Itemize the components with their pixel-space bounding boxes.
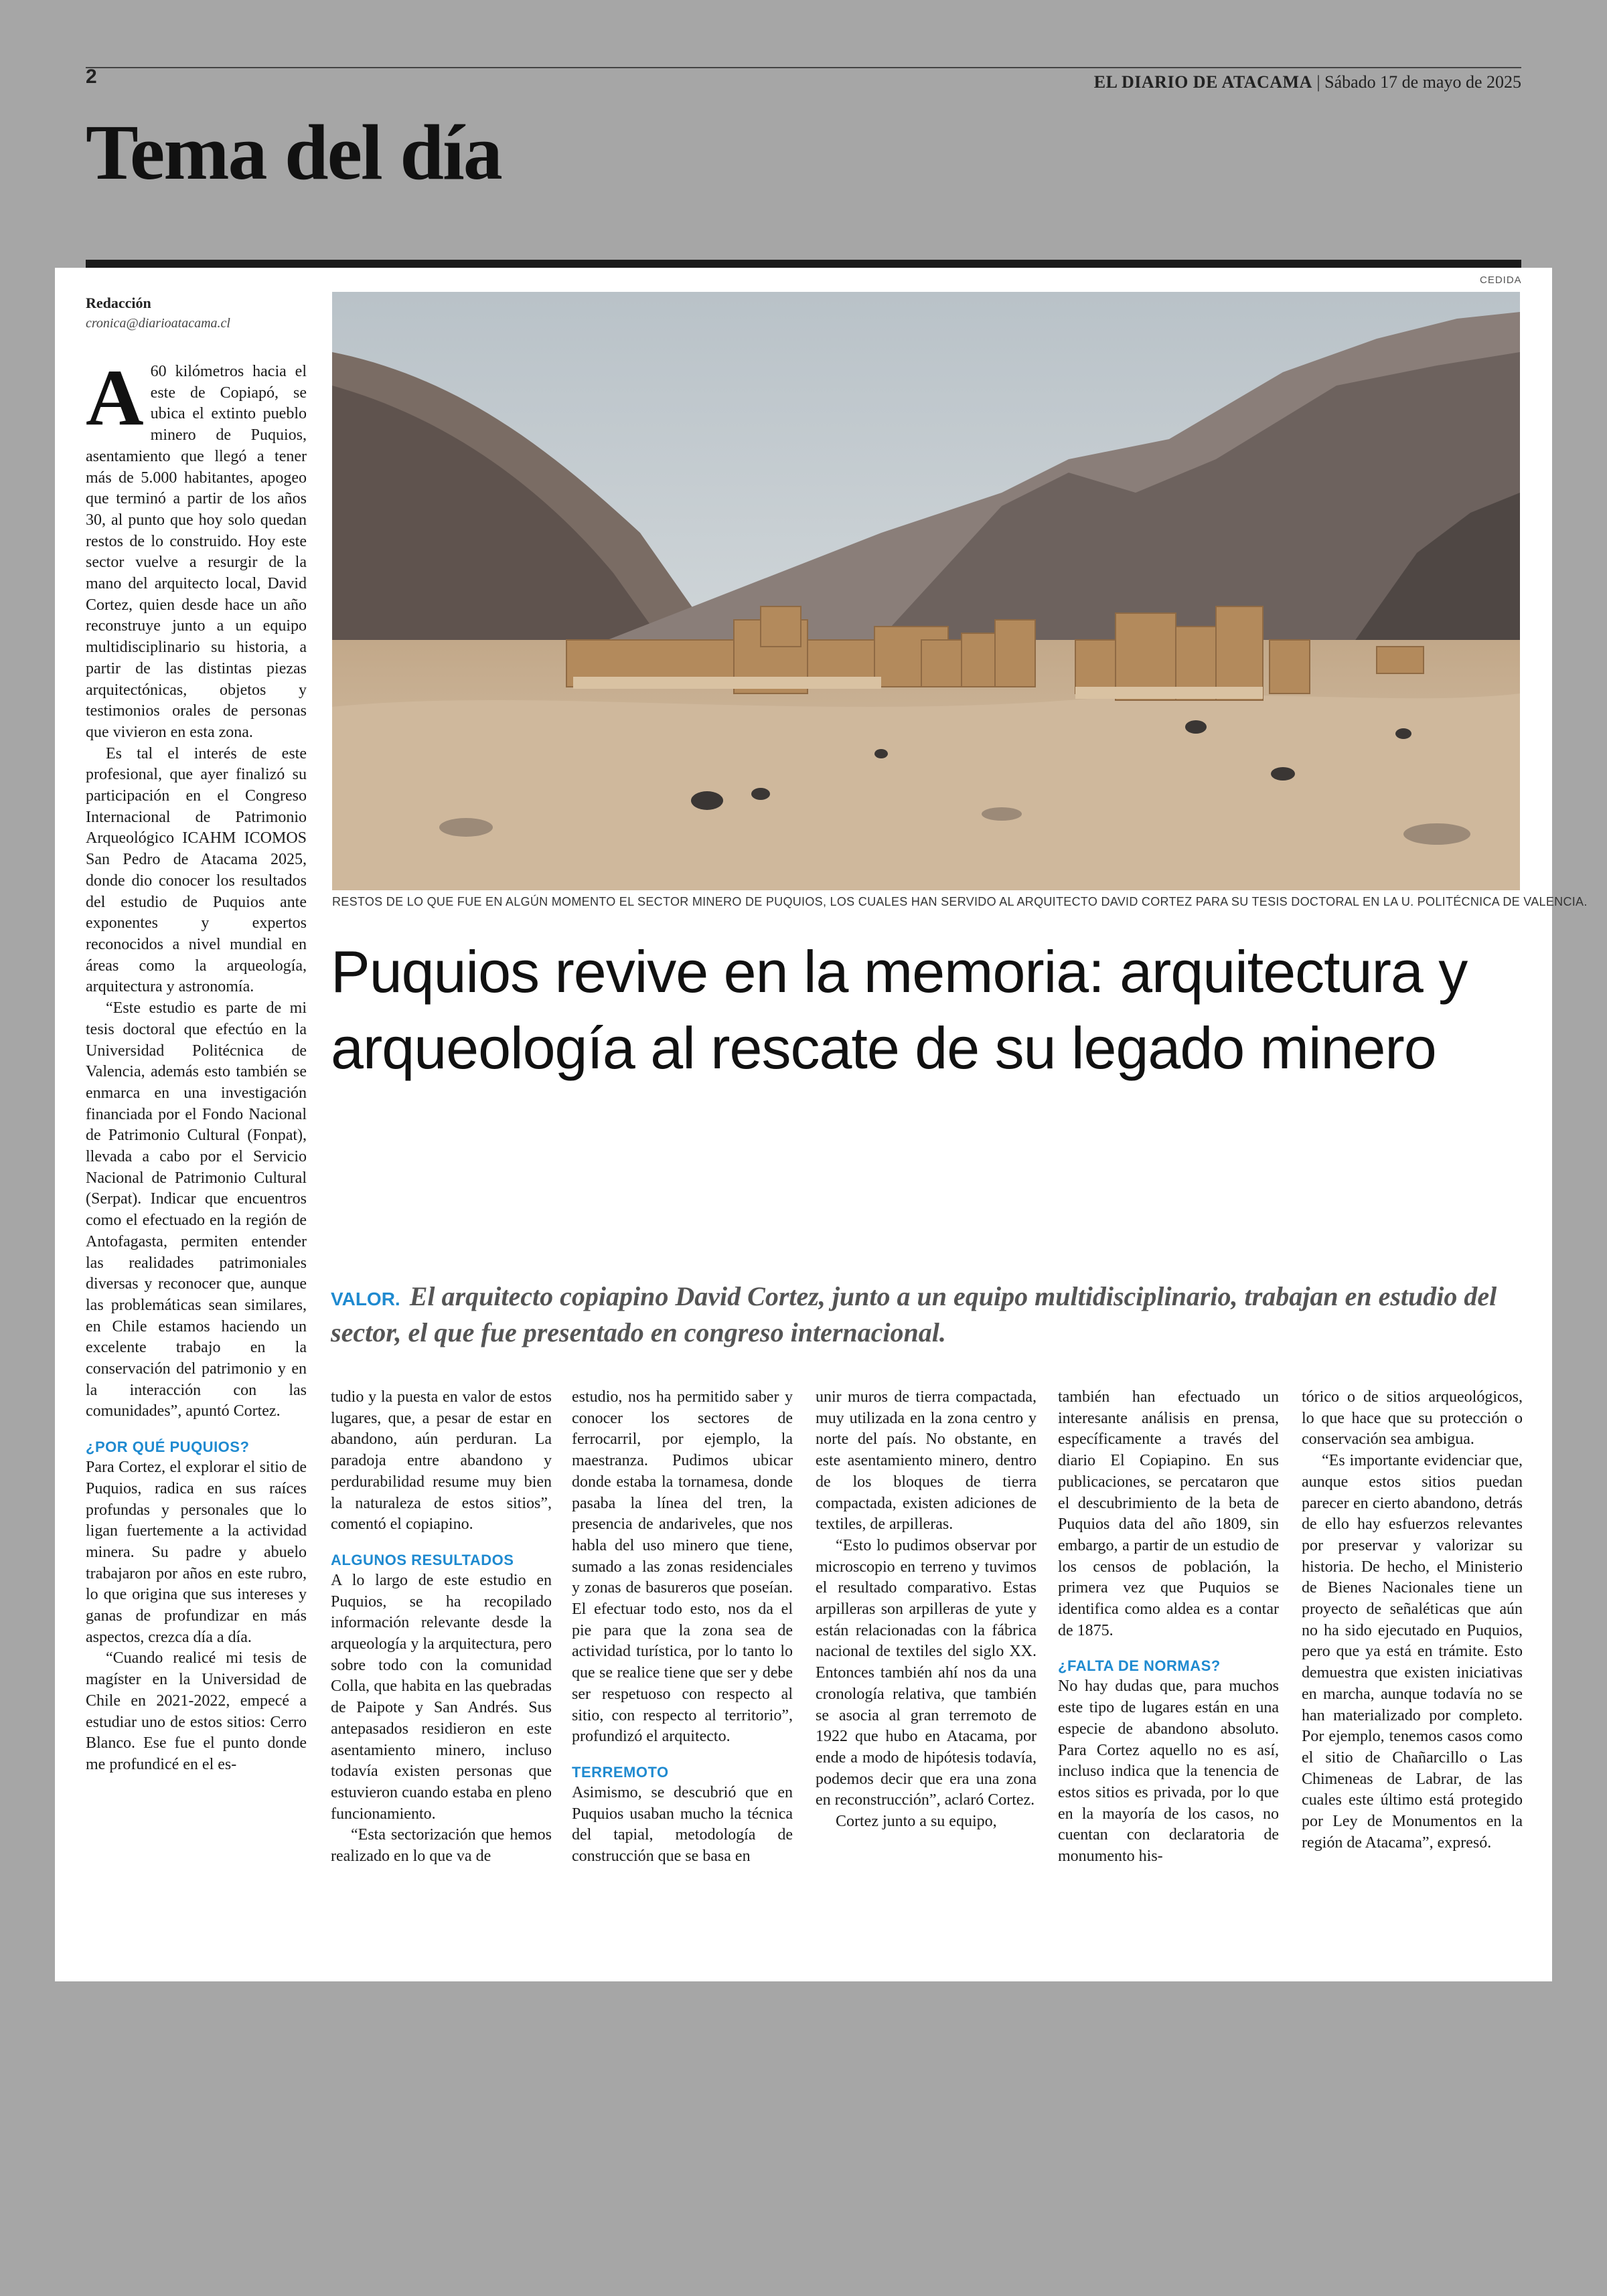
paragraph: “Es importante evidenciar que, aunque estos sitios puedan parecer en cierto abandono, detrás de ello hay esfuerzos relevantes por preservar y valorizar su historia. De hecho, el Ministerio de Bienes Nacionales tiene un proyecto de señaléticas que aún no ha sido ejecutado en Puquios, pero que ya está en trámite. Esto demuestra que existen iniciativas en marcha, aunque todavía no se han materializado por completo. Por ejemplo, tenemos casos como el sitio de Chañarcillo o Las Chimeneas de Labrar, de las cuales este último está protegido por Ley de Monumentos en la región de Atacama”, expresó. [1302,1452,1523,1852]
paragraph: tórico o de sitios arqueológicos, lo que hace que su protección o conservación sea ambigua. [1302,1388,1523,1449]
section-rule [86,260,1521,268]
paragraph: “Esto lo pudimos observar por microscopio en terreno y tuvimos el resultado comparativo. Estas arpilleras son arpilleras de yute y están relacionadas con la fábrica nacional de textiles del siglo XX. Entonces también ahí nos da una cronología relativa, que también se asocia al gran terremoto de 1922 que hubo en Atacama, por ende a modo de hipótesis todavía, podemos decir que era una zona en reconstrucción”, aclaró Cortez. [816,1536,1037,1809]
paragraph: Es tal el interés de este profesional, que ayer finalizó su participación en el Congreso Internacional de Patrimonio Arqueológico ICAHM ICOMOS San Pedro de Atacama 2025, donde dio conocer los resultados del estudio de Puquios ante exponentes y expertos reconocidos a nivel mundial en áreas como la arqueología, arquitectura y astronomía. [86,744,307,996]
drop-cap: A [86,353,144,442]
paragraph: estudio, nos ha permitido saber y conocer los sectores de ferrocarril, por ejemplo, la maestranza. Pudimos ubicar donde estaba la tornamesa, donde pasaba la línea del tren, la presencia de andariveles, que nos habla del uso minero que tiene, sumado a las zonas residenciales y zonas de basureros que poseían. El efectuar todo esto, nos da el pie para que la zona sea de actividad turística, por lo tanto lo que se realice tiene que ser y debe ser respetuoso con respecto al sitio, con respecto al territorio”, profundizó el arquitecto. [572,1388,793,1746]
paragraph: Asimismo, se descubrió que en Puquios usaban mucho la técnica del tapial, metodología de construcción que se basa en [572,1783,793,1866]
page-header [0,0,1607,261]
article-column-5 [1058,1387,1279,1868]
byline-email: cronica@diarioatacama.cl [86,316,230,331]
issue-date: Sábado 17 de mayo de 2025 [1324,72,1521,92]
deck-text: El arquitecto copiapino David Cortez, junto a un equipo multidisciplinario, trabajan en estudio del sector, el que fue presentado en congreso internacional. [331,1281,1497,1347]
photo-credit: CEDIDA [1480,274,1522,286]
article-column-4 [816,1387,1037,1833]
paragraph: “Esta sectorización que hemos realizado en lo que va de [331,1826,552,1866]
masthead-separator: | [1312,72,1325,92]
deck [331,1279,1523,1351]
paragraph: A lo largo de este estudio en Puquios, se ha recopilado información relevante desde la arqueología y la arquitectura, pero sobre todo con la comunidad Colla, que habita en las quebradas de Paipote y San Andrés. Sus antepasados residieron en este asentamiento minero, incluso todavía existen personas que estuvieron cuando estaba en pleno funcionamiento. [331,1571,552,1823]
lead-text: 60 kilómetros hacia el este de Copiapó, se ubica el extinto pueblo minero de Puquios, asentamiento que llegó a tener más de 5.000 habitantes, apogeo que terminó a partir de los años 30, al punto que hoy solo quedan restos de lo construido. Hoy este sector vuelve a resurgir de la mano del arquitecto local, David Cortez, quien desde hace un año reconstruye junto a un equipo multidisciplinario su historia, a partir de las distintas piezas arquitectónicas, objetos y testimonios orales de personas que vivieron en esta zona. [86,363,307,741]
article-photo [332,292,1520,890]
paragraph: “Cuando realicé mi tesis de magíster en la Universidad de Chile en 2021-2022, empecé a estudiar uno de estos sitios: Cerro Blanco. Ese fue el punto donde me profundicé en el es- [86,1649,307,1773]
paragraph: también han efectuado un interesante análisis en prensa, específicamente a través del diario El Copiapino. En sus publicaciones, se percataron que el descubrimiento de la beta de Puquios data del año 1809, sin embargo, a partir de un estudio de los censos de población, la primera vez que Puquios se identifica como aldea es a contar de 1875. [1058,1388,1279,1639]
byline-name: Redacción [86,295,151,311]
article-column-3 [572,1387,793,1868]
subheading: TERREMOTO [572,1763,669,1781]
paragraph: tudio y la puesta en valor de estos lugares, que, a pesar de estar en abandono, aún perduran. La paradoja entre abandono y perdurabilidad resume muy bien la naturaleza de estos sitios”, comentó el copiapino. [331,1388,552,1534]
newspaper-name: EL DIARIO DE ATACAMA [1093,72,1312,92]
ruins-landscape-image [332,292,1520,890]
paragraph: No hay dudas que, para muchos este tipo de lugares están en una especie de abandono absoluto. Para Cortez aquello no es así, incluso indica que la tenencia de estos sitios es privada, por lo que en la mayoría de los casos, no cuentan con declaratoria de monumento his- [1058,1677,1279,1866]
subheading: ¿FALTA DE NORMAS? [1058,1657,1221,1675]
byline [86,295,307,331]
headline: Puquios revive en la memoria: arquitectura y arqueología al rescate de su legado minero [331,938,1468,1081]
article-column-1 [86,353,307,1776]
paragraph: Cortez junto a su equipo, [836,1813,997,1831]
paragraph: Para Cortez, el explorar el sitio de Puquios, radica en sus raíces profundas y personales que lo ligan fuertemente a la actividad minera. Su padre y abuelo trabajaron por años en este rubro, lo que origina que sus intereses y ganas de profundizar en más aspectos, crezca día a día. [86,1459,307,1646]
photo-caption: RESTOS DE LO QUE FUE EN ALGÚN MOMENTO EL SECTOR MINERO DE PUQUIOS, LOS CUALES HAN SERVIDO AL ARQUITECTO DAVID CORTEZ PARA SU TESIS DOCTORAL EN LA U. POLITÉCNICA DE VALENCIA. [332,895,1588,908]
section-title: Tema del día [86,108,502,196]
subheading: ¿POR QUÉ PUQUIOS? [86,1439,250,1456]
lead-paragraph [86,353,307,744]
paragraph: “Este estudio es parte de mi tesis doctoral que efectúo en la Universidad Politécnica de Valencia, además esto también se enmarca en una investigación financiada por el Fondo Nacional de Patrimonio Cultural (Fonpat), llevada a cabo por el Servicio Nacional de Patrimonio Cultural (Serpat). Indicar que encuentros como el efectuado en la región de Antofagasta, permiten entender las realidades patrimoniales diversas y reconocer que, aunque las problemáticas sean similares, en Chile estamos haciendo un excelente trabajo en la conservación del patrimonio y en la interacción con las comunidades”, apuntó Cortez. [86,999,307,1420]
subheading: ALGUNOS RESULTADOS [331,1551,514,1568]
article-column-2 [331,1387,552,1868]
top-rule [86,67,1521,68]
masthead [1094,72,1521,92]
deck-kicker: VALOR. [331,1289,400,1309]
article-column-6 [1302,1387,1523,1854]
page-number: 2 [86,66,97,88]
paragraph: unir muros de tierra compactada, muy utilizada en la zona centro y norte del país. No obstante, en este asentamiento minero, dentro de los bloques de tierra compactada, existen adiciones de textiles, de arpilleras. [816,1388,1037,1534]
